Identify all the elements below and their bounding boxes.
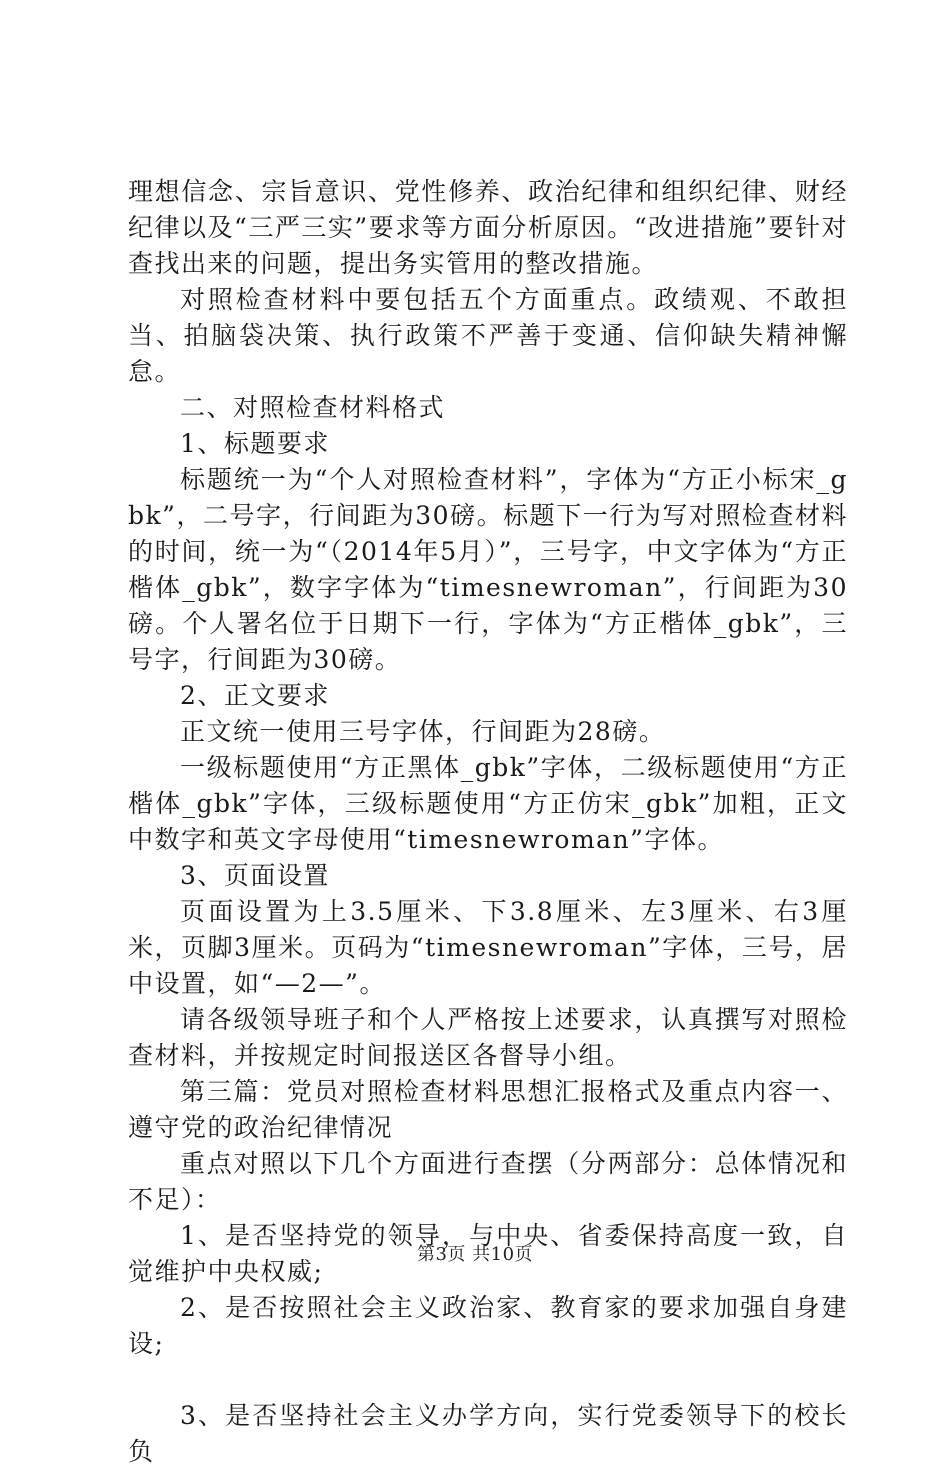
paragraph-submission: 请各级领导班子和个人严格按上述要求，认真撰写对照检查材料，并按规定时间报送区各督导小组。 [128, 1005, 848, 1070]
list-item-3: 3、是否坚持社会主义办学方向，实行党委领导下的校长负 [128, 1401, 848, 1466]
document-body [128, 174, 848, 1470]
subheading-body-requirements: 2、正文要求 [180, 681, 330, 710]
paragraph-page-margins: 页面设置为上3.5厘米、下3.8厘米、左3厘米、右3厘米，页脚3厘米。页码为“timesnewroman”字体，三号，居中设置，如“—2—”。 [128, 897, 848, 998]
subheading-title-requirements: 1、标题要求 [180, 429, 330, 458]
paragraph-2: 对照检查材料中要包括五个方面重点。政绩观、不敢担当、拍脑袋决策、执行政策不严善于变通、信仰缺失精神懈怠。 [128, 285, 848, 386]
chapter-heading-part-three: 第三篇：党员对照检查材料思想汇报格式及重点内容一、遵守党的政治纪律情况 [128, 1077, 848, 1142]
list-item-2: 2、是否按照社会主义政治家、教育家的要求加强自身建设; [128, 1293, 848, 1358]
paragraph-heading-fonts: 一级标题使用“方正黑体_gbk”字体，二级标题使用“方正楷体_gbk”字体，三级标题使用“方正仿宋_gbk”加粗，正文中数字和英文字母使用“timesnewroman”字体。 [128, 753, 848, 854]
page-number-footer: 第3页 共10页 [416, 1244, 534, 1265]
paragraph-1: 理想信念、宗旨意识、党性修养、政治纪律和组织纪律、财经纪律以及“三严三实”要求等方面分析原因。“改进措施”要针对查找出来的问题，提出务实管用的整改措施。 [128, 177, 848, 278]
paragraph-title-spec: 标题统一为“个人对照检查材料”，字体为“方正小标宋_gbk”，二号字，行间距为30磅。标题下一行为写对照检查材料的时间，统一为“（2014年5月）”，三号字，中文字体为“方正楷体_gbk”，数字字体为“timesnewroman”，行间距为30磅。个人署名位于日期下一行，字体为“方正楷体_gbk”，三号字，行间距为30磅。 [128, 465, 848, 674]
subheading-page-setup: 3、页面设置 [180, 861, 330, 890]
paragraph-review-aspects: 重点对照以下几个方面进行查摆（分两部分：总体情况和不足）： [128, 1149, 848, 1214]
paragraph-body-font: 正文统一使用三号字体，行间距为28磅。 [180, 717, 666, 746]
section-heading-format: 二、对照检查材料格式 [180, 393, 446, 422]
list-item-1: 1、是否坚持党的领导，与中央、省委保持高度一致，自觉维护中央权威; [128, 1221, 848, 1286]
